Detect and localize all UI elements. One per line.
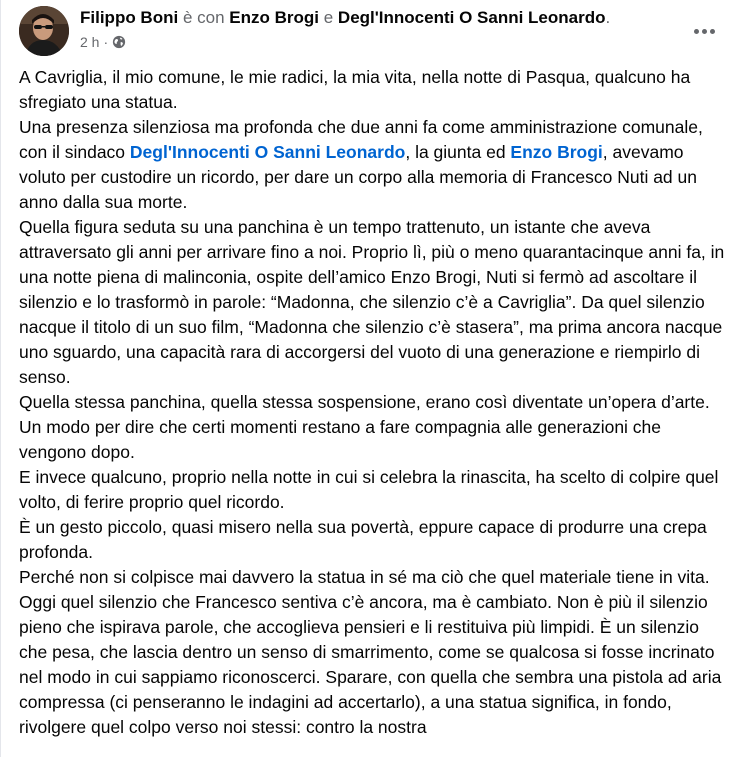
period: . [605, 8, 611, 27]
paragraph-4: Quella stessa panchina, quella stessa sospensione, erano così diventate un’opera d’arte. Un modo per dire che certi momenti restano a fare compagnia alle generazioni che vengono dopo. [19, 392, 710, 462]
post-header [19, 4, 724, 62]
paragraph-2-text-c: , avevamo voluto per custodire un ricordo, per dare un corpo alla memoria di Francesco Nuti ad un anno dalla sua morte. [19, 142, 697, 212]
mention-enzo-brogi[interactable]: Enzo Brogi [510, 142, 603, 162]
author-avatar[interactable] [19, 6, 69, 56]
paragraph-5: E invece qualcuno, proprio nella notte in cui si celebra la rinascita, ha scelto di colpire quel volto, di ferire proprio quel ricordo. [19, 467, 719, 512]
more-options-icon-dot [710, 29, 715, 34]
paragraph-1: A Cavriglia, il mio comune, le mie radici, la mia vita, nella notte di Pasqua, qualcuno ha sfregiato una statua. [19, 67, 691, 112]
paragraph-6: È un gesto piccolo, quasi misero nella sua povertà, eppure capace di produrre una crepa profonda. [19, 517, 707, 562]
paragraph-8: Oggi quel silenzio che Francesco sentiva c’è ancora, ma è cambiato. Non è più il silenzio pieno che ispirava parole, che accoglieva pensieri e li restituiva più limpidi. È un silenzio che pesa, che lascia dentro un senso di smarrimento, come se qualcosa si fosse incrinato nel modo in cui sappiamo riconoscerci. Sparare, con quella che sembra una pistola ad aria compressa (ci penseranno le indagini ad accertarlo), a una statua significa, in fondo, rivolgere quel colpo verso noi stessi: contro la nostra [19, 592, 722, 737]
post-timestamp[interactable]: 2 h [80, 34, 100, 50]
paragraph-2-text-a: Una presenza silenziosa ma profonda che due anni fa come amministrazione comunale, con il sindaco [19, 117, 703, 162]
paragraph-2-text-b: , la giunta ed [405, 142, 511, 162]
tagged-person-1[interactable]: Enzo Brogi [229, 8, 319, 27]
with-label: è con [182, 8, 225, 27]
more-options-icon-dot [702, 29, 707, 34]
meta-separator: · [103, 34, 109, 50]
tagged-person-2[interactable]: Degl'Innocenti O Sanni Leonardo [337, 8, 606, 27]
mention-leonardo[interactable]: Degl'Innocenti O Sanni Leonardo [129, 142, 406, 162]
more-options-button[interactable] [686, 13, 722, 49]
post-names-line [80, 7, 664, 29]
post-meta [80, 34, 664, 50]
and-label: e [323, 8, 334, 27]
more-options-icon [694, 29, 699, 34]
author-name[interactable]: Filippo Boni [80, 8, 179, 27]
paragraph-2 [19, 115, 731, 215]
avatar-image [19, 6, 69, 56]
post-body [19, 65, 731, 740]
paragraph-3: Quella figura seduta su una panchina è un tempo trattenuto, un istante che aveva attraversato gli anni per arrivare fino a noi. Proprio lì, più o meno quarantacinque anni fa, in una notte piena di malinconia, ospite dell’amico Enzo Brogi, Nuti si fermò ad ascoltare il silenzio e lo trasformò in parole: “Madonna, che silenzio c’è a Cavriglia”. Da quel silenzio nacque il titolo di un suo film, “Madonna che silenzio c’è stasera”, ma prima ancora nacque uno sguardo, una capacità rara di accorgersi del vuoto di una generazione e riempirlo di senso. [19, 217, 725, 387]
globe-icon[interactable] [112, 35, 126, 49]
post-header-text [80, 7, 664, 50]
paragraph-7: Perché non si colpisce mai davvero la statua in sé ma ciò che quel materiale tiene in vita. [19, 567, 710, 587]
